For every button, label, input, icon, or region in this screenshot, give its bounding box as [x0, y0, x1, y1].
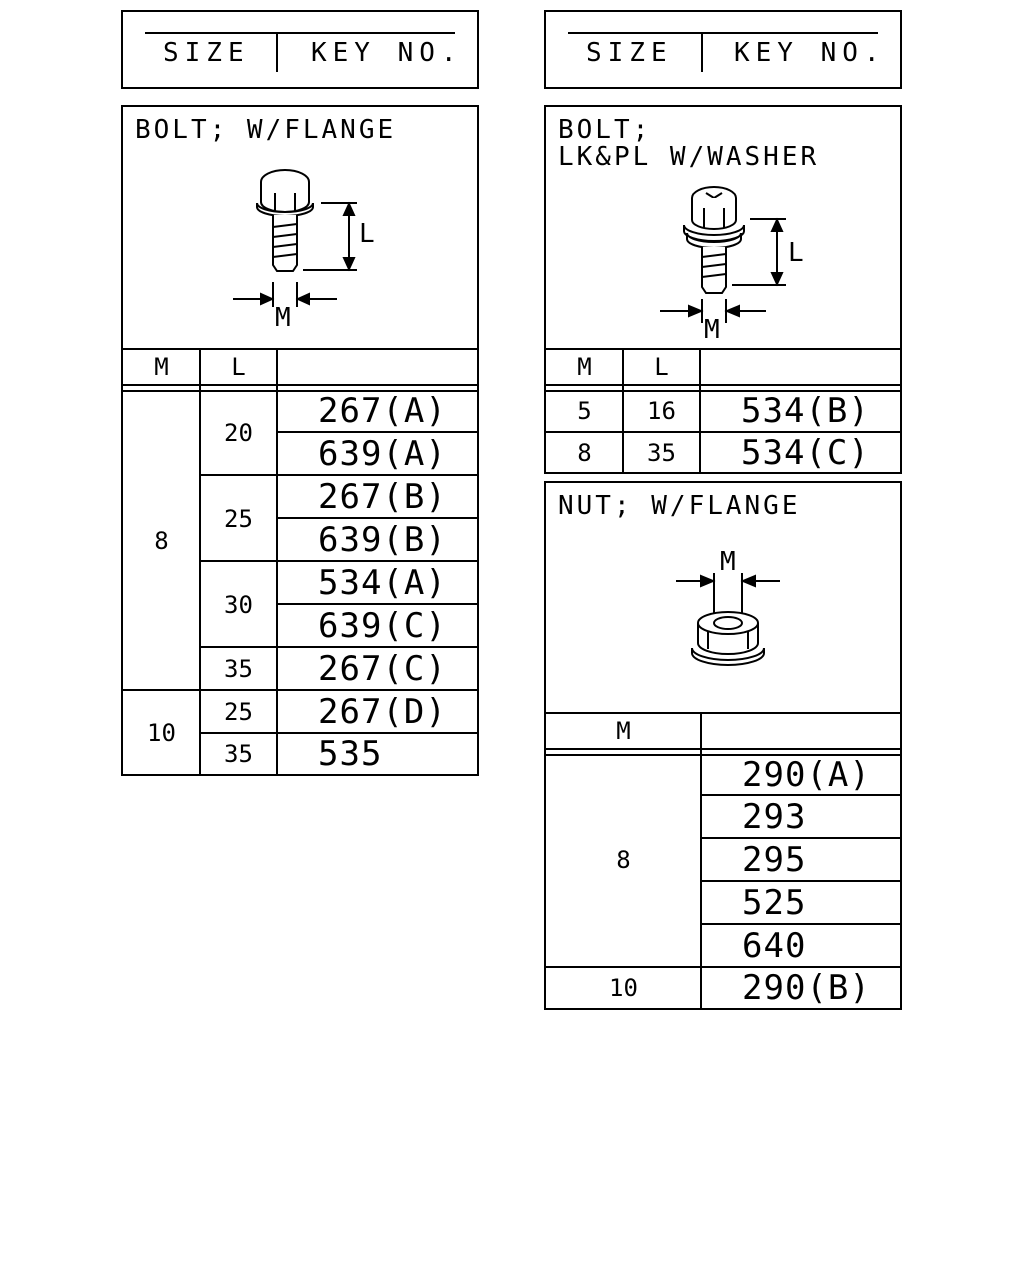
header-rule	[568, 32, 878, 34]
key-number: 267(C)	[318, 648, 447, 689]
dimension-l-label: L	[788, 238, 804, 268]
l-value: 35	[224, 740, 253, 768]
l-value: 30	[224, 590, 253, 619]
size-header-label: SIZE	[586, 38, 673, 68]
dimension-m-label: M	[720, 547, 736, 577]
key-number: 525	[742, 882, 807, 923]
flange-bolt-illustration	[123, 107, 481, 347]
m-value: 8	[577, 438, 592, 467]
key-no-header-label: KEY NO.	[734, 38, 886, 68]
washer-bolt-illustration	[546, 107, 904, 347]
bolt-flange-panel	[121, 105, 479, 776]
column-header-m: M	[154, 353, 169, 381]
size-header-label: SIZE	[163, 38, 250, 68]
nut-flange-panel	[544, 481, 902, 1010]
l-value: 35	[647, 438, 676, 467]
key-number: 640	[742, 925, 807, 966]
key-number: 534(C)	[741, 432, 870, 473]
key-number: 290(A)	[742, 754, 871, 795]
bolt-washer-panel	[544, 105, 902, 474]
header-rule	[145, 32, 455, 34]
key-number: 267(D)	[318, 691, 447, 732]
key-number: 535	[318, 734, 383, 774]
left-header-box	[121, 10, 479, 89]
key-number: 639(C)	[318, 605, 447, 646]
m-value-8: 8	[616, 846, 631, 874]
key-number: 267(A)	[318, 390, 447, 431]
key-number: 295	[742, 839, 807, 880]
header-divider	[701, 32, 703, 72]
m-value-8: 8	[154, 526, 169, 555]
dimension-m-label: M	[704, 315, 720, 345]
key-no-header-label: KEY NO.	[311, 38, 463, 68]
dimension-l-label: L	[359, 219, 375, 249]
key-number: 639(B)	[318, 519, 447, 560]
key-number: 290(B)	[742, 968, 871, 1008]
key-number: 534(A)	[318, 562, 447, 603]
key-number: 293	[742, 796, 807, 837]
l-value: 16	[647, 396, 676, 425]
bolt-flange-title: BOLT; W/FLANGE	[135, 115, 397, 145]
nut-flange-title: NUT; W/FLANGE	[558, 491, 801, 521]
key-number: 267(B)	[318, 476, 447, 517]
m-value: 5	[577, 396, 592, 425]
column-header-l: L	[654, 353, 669, 381]
key-number: 534(B)	[741, 390, 870, 431]
dimension-m-label: M	[275, 303, 291, 333]
m-value-10: 10	[147, 718, 176, 747]
bolt-washer-title-line1: BOLT;	[558, 115, 652, 145]
key-number: 639(A)	[318, 433, 447, 474]
header-divider	[276, 32, 278, 72]
l-value: 35	[224, 654, 253, 683]
bolt-washer-title-line2: LK&PL W/WASHER	[558, 142, 820, 172]
flange-nut-illustration	[546, 483, 904, 713]
column-header-m: M	[616, 717, 631, 745]
m-value-10: 10	[609, 974, 638, 1002]
column-header-l: L	[231, 353, 246, 381]
l-value: 20	[224, 418, 253, 447]
column-header-m: M	[577, 353, 592, 381]
right-header-box	[544, 10, 902, 89]
l-value: 25	[224, 504, 253, 533]
l-value: 25	[224, 697, 253, 726]
